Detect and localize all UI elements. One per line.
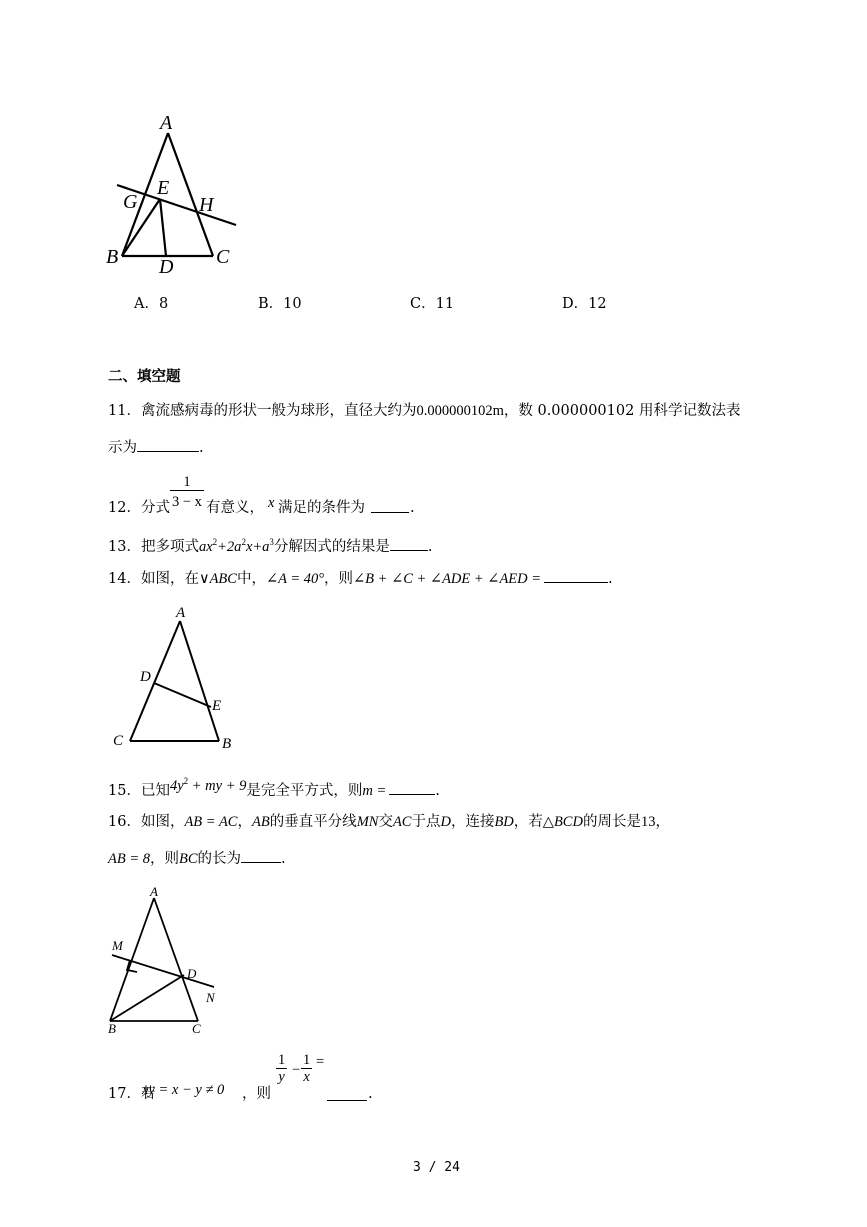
q16-t1: 的垂直平分线	[269, 814, 357, 830]
label-D: D	[140, 669, 151, 685]
label-B: B	[222, 736, 232, 752]
q17-answer-blank[interactable]	[327, 1086, 367, 1101]
label-C: C	[216, 246, 230, 268]
q14-mid: 中，	[236, 571, 266, 587]
label-E: E	[212, 698, 222, 714]
figure-q10-svg	[0, 0, 867, 300]
q17-eq: =	[316, 1054, 325, 1070]
q16-t2: 交	[378, 814, 393, 830]
q11-line2	[108, 437, 204, 458]
label-D: D	[187, 966, 197, 981]
label-B: B	[106, 246, 119, 268]
q13-period: .	[427, 538, 433, 555]
label-A: A	[176, 605, 186, 621]
q15	[108, 776, 440, 801]
q11-answer-blank[interactable]	[137, 437, 199, 452]
q16-ab: AB	[251, 814, 270, 830]
q13	[108, 532, 433, 557]
q14-period: .	[608, 571, 613, 587]
q11-text-b: ，数 0.000000102 用科学记数法表	[503, 403, 741, 419]
q13-answer-blank[interactable]	[390, 536, 428, 551]
q12-numerator: 1	[170, 474, 204, 491]
q11-value: 0.000000102m	[416, 403, 504, 419]
q12-fraction	[170, 474, 204, 510]
q12-var: x	[268, 495, 275, 511]
q14-angle: ∠A = 40°	[265, 571, 325, 587]
q16-line1	[108, 812, 670, 832]
q17-n2: 1	[303, 1052, 311, 1068]
q16-t9: 的长为	[197, 851, 242, 867]
section-title: 二、填空题	[108, 368, 181, 385]
q16-bcd: △BCD	[542, 814, 583, 830]
q14	[108, 568, 613, 589]
q11-text-a: 11．禽流感病毒的形状一般为球形，直径大约为	[108, 403, 417, 419]
seg-BD	[110, 975, 184, 1021]
q17-d1: y	[276, 1068, 287, 1085]
q16-t6: 的周长是	[582, 814, 641, 830]
q16-d: D	[440, 814, 451, 830]
label-B: B	[108, 1021, 116, 1036]
seg-DE	[154, 683, 211, 707]
q17-minus: −	[292, 1062, 301, 1078]
q13-suffix: 分解因式的结果是	[273, 538, 390, 555]
q16-prefix: 16．如图，	[108, 814, 185, 830]
figure-q14-svg	[0, 600, 867, 760]
q17-d2: x	[301, 1068, 312, 1085]
q15-prefix: 15．已知	[108, 782, 170, 799]
q11-line1	[108, 401, 740, 421]
q12-period: .	[410, 500, 415, 516]
label-C: C	[192, 1021, 201, 1036]
q16-answer-blank[interactable]	[241, 848, 281, 863]
label-C: C	[113, 733, 124, 749]
q14-expr: ∠B + ∠C + ∠ADE + ∠AED =	[353, 571, 542, 587]
q16-t3: 于点	[411, 814, 441, 830]
q16-bc: BC	[179, 851, 198, 867]
option-d[interactable]: D．12	[562, 296, 607, 312]
option-c[interactable]: C．11	[410, 296, 455, 312]
q16-ac: AC	[392, 814, 412, 830]
q15-answer-blank[interactable]	[389, 780, 435, 795]
q12-suffix: 满足的条件为	[278, 500, 365, 516]
q16-line2	[108, 848, 286, 869]
label-M: M	[112, 938, 123, 953]
q17-n1: 1	[278, 1052, 286, 1068]
q12-mid: 有意义，	[206, 500, 264, 516]
q16-ab-ac: AB = AC	[184, 814, 238, 830]
q17-frac1	[276, 1052, 287, 1085]
q11-period: .	[199, 440, 204, 456]
label-A: A	[150, 884, 158, 899]
option-b[interactable]: B．10	[258, 296, 302, 312]
figure-q10	[0, 0, 867, 300]
q16-t5: ，若	[513, 814, 543, 830]
figure-q16-svg	[0, 880, 867, 1040]
seg-ED	[160, 199, 166, 256]
q14-answer-blank[interactable]	[544, 568, 608, 583]
seg-AB	[180, 621, 222, 741]
q16-mn: MN	[356, 814, 379, 830]
q17-period: .	[368, 1086, 373, 1102]
figure-q14	[0, 600, 867, 760]
q16-comma: ，	[237, 814, 252, 830]
q16-ab8: AB = 8	[108, 851, 150, 867]
q16-t7: ，	[655, 814, 670, 830]
q12-denominator: 3 − x	[172, 494, 202, 510]
q16-13: 13	[640, 814, 656, 830]
q15-m: m =	[362, 782, 387, 799]
q15-period: .	[435, 782, 440, 799]
q17-condition: xy = x − y ≠ 0	[142, 1082, 225, 1098]
q13-prefix: 13．把多项式	[108, 538, 199, 555]
label-N: N	[206, 990, 215, 1005]
q15-expr: $4y^2$ + my + 9	[169, 776, 247, 794]
seg-AC	[154, 898, 198, 1021]
q12-answer-blank[interactable]	[371, 498, 409, 513]
figure-q16	[0, 880, 867, 1040]
q17-prefix: 17．若	[108, 1086, 156, 1102]
q16-t8: ，则	[150, 851, 179, 867]
q16-bd: BD	[494, 814, 514, 830]
q14-prefix: 14．如图，在	[108, 571, 199, 587]
page-number: 3 / 24	[413, 1160, 460, 1175]
q17	[108, 1052, 408, 1102]
q13-expr: $ax^2+2a^2x+a^3$	[198, 537, 274, 555]
q12-prefix: 12．分式	[108, 500, 170, 516]
q11-text-c: 示为	[108, 440, 137, 456]
q15-mid: 是完全平方式，则	[246, 782, 363, 799]
label-G: G	[123, 191, 138, 213]
q16-period: .	[281, 851, 286, 867]
q14-then: ，则	[324, 571, 354, 587]
seg-AC	[130, 621, 180, 741]
q17-frac2	[301, 1052, 312, 1085]
label-D: D	[159, 256, 174, 278]
seg-AB	[110, 898, 154, 1021]
q16-t4: ，连接	[450, 814, 495, 830]
label-H: H	[199, 194, 214, 216]
label-A: A	[160, 112, 173, 134]
q17-then: ，则	[242, 1086, 271, 1102]
label-E: E	[157, 177, 170, 199]
option-a[interactable]: A．8	[134, 296, 169, 312]
q14-triangle: ∨ABC	[198, 571, 237, 587]
